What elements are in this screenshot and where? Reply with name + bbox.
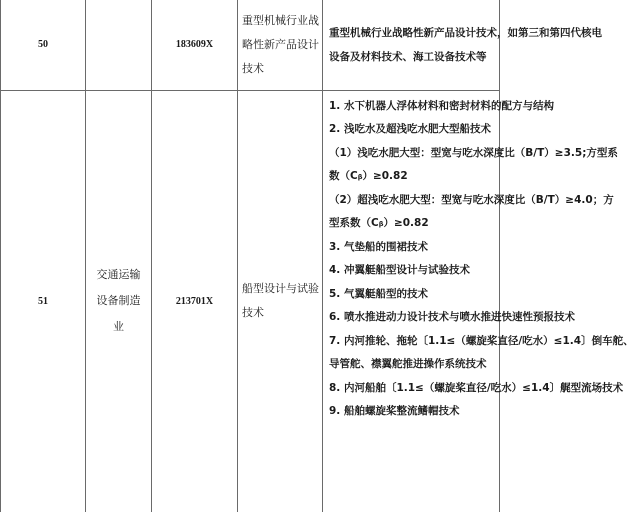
content-line: 3. 气垫船的围裙技术 (329, 240, 428, 253)
content-line: 型系数（Cᵦ）≥0.82 (329, 217, 429, 229)
content-line: 重型机械行业战略性新产品设计技术，如第三和第四代核电 (329, 26, 602, 39)
content-line: 导管舵、襟翼舵推进操作系统技术 (329, 358, 487, 370)
category-line: 交通运输 (96, 268, 141, 282)
content-line: 7. 内河推轮、拖轮〔1.1≤（螺旋桨直径/吃水）≤1.4〕倒车舵、 (329, 334, 634, 347)
content-line: 6. 喷水推进动力设计技术与喷水推进快速性预报技术 (329, 311, 575, 323)
content-line: 2. 浅吃水及超浅吃水肥大型船技术 (329, 123, 491, 135)
industry-category-cell (86, 90, 152, 512)
table-row (1, 0, 500, 90)
content-line: 4. 冲翼艇船型设计与试验技术 (329, 264, 470, 276)
row-number: 51 (1, 90, 86, 512)
technology-name-line: 重型机械行业战 (242, 13, 319, 27)
table-row (1, 90, 500, 512)
category-line: 业 (113, 320, 124, 334)
content-line: 1. 水下机器人浮体材料和密封材料的配方与结构 (329, 99, 554, 112)
technology-name-line: 技术 (242, 61, 264, 75)
content-line: （2）超浅吃水肥大型：型宽与吃水深度比（B/T）≥4.0；方 (329, 193, 614, 206)
content-line: 设备及材料技术、海工设备技术等 (329, 50, 487, 63)
technology-content-cell (323, 90, 634, 512)
content-line: 数（Cᵦ）≥0.82 (329, 170, 408, 182)
technology-name-cell (238, 0, 323, 90)
content-line: 9. 船舶螺旋桨整流鳍帽技术 (329, 405, 460, 417)
category-line: 设备制造 (96, 294, 141, 308)
technology-name-line: 技术 (242, 306, 264, 320)
technology-name-cell (238, 90, 323, 512)
technology-content-cell (323, 0, 602, 90)
industry-category-cell (86, 0, 152, 90)
content-line: （1）浅吃水肥大型：型宽与吃水深度比（B/T）≥3.5;方型系 (329, 146, 618, 159)
technology-name-line: 略性新产品设计 (242, 37, 319, 51)
industry-code: 213701X (152, 90, 238, 512)
content-line: 8. 内河船舶〔1.1≤（螺旋桨直径/吃水）≤1.4〕艉型流场技术 (329, 381, 624, 394)
row-number: 50 (1, 0, 86, 90)
content-line: 5. 气翼艇船型的技术 (329, 287, 428, 300)
technology-name-line: 船型设计与试验 (242, 282, 319, 296)
industry-code: 183609X (152, 0, 238, 90)
